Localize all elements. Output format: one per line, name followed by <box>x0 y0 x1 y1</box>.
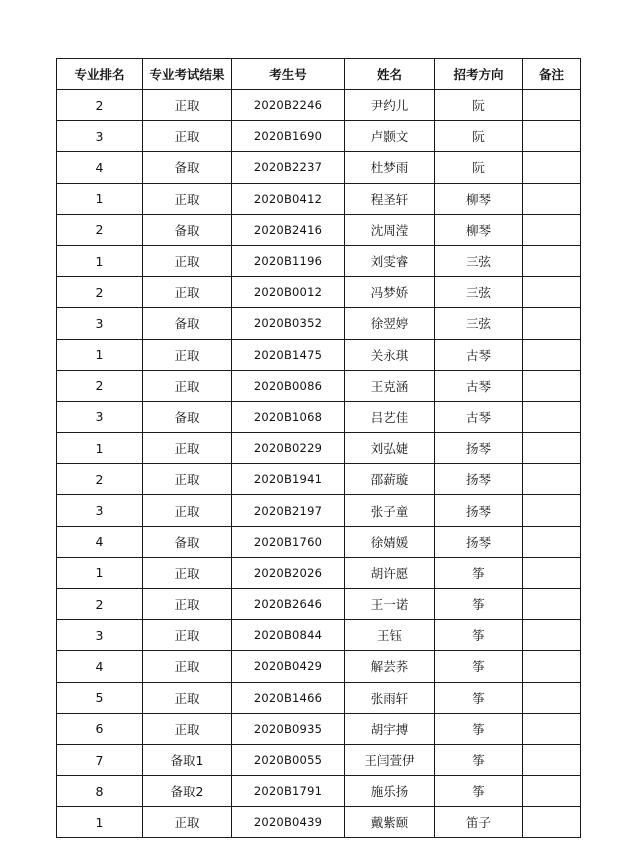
cell-exam-id: 2020B1068 <box>232 401 345 432</box>
cell-result: 正取 <box>143 183 232 214</box>
cell-result: 正取 <box>143 121 232 152</box>
table-row <box>57 589 581 620</box>
cell-notes <box>523 589 581 620</box>
cell-direction: 筝 <box>435 682 523 713</box>
cell-name: 关永琪 <box>345 339 435 370</box>
cell-result: 正取 <box>143 495 232 526</box>
cell-notes <box>523 682 581 713</box>
cell-exam-id: 2020B0055 <box>232 744 345 775</box>
cell-result: 正取 <box>143 433 232 464</box>
cell-rank: 1 <box>57 807 143 838</box>
cell-result: 备取2 <box>143 776 232 807</box>
cell-notes <box>523 620 581 651</box>
header-notes: 备注 <box>523 59 581 90</box>
cell-result: 正取 <box>143 682 232 713</box>
cell-rank: 3 <box>57 495 143 526</box>
cell-direction: 筝 <box>435 776 523 807</box>
cell-name: 尹约儿 <box>345 90 435 121</box>
cell-direction: 筝 <box>435 589 523 620</box>
cell-direction: 筝 <box>435 620 523 651</box>
cell-exam-id: 2020B2246 <box>232 90 345 121</box>
cell-notes <box>523 339 581 370</box>
admission-results-table <box>56 58 581 838</box>
table-row <box>57 339 581 370</box>
cell-result: 备取 <box>143 152 232 183</box>
cell-exam-id: 2020B2026 <box>232 557 345 588</box>
cell-rank: 2 <box>57 90 143 121</box>
table-row <box>57 245 581 276</box>
cell-exam-id: 2020B2416 <box>232 214 345 245</box>
cell-notes <box>523 495 581 526</box>
cell-direction: 扬琴 <box>435 433 523 464</box>
cell-direction: 阮 <box>435 121 523 152</box>
cell-direction: 扬琴 <box>435 526 523 557</box>
cell-name: 邵薪璇 <box>345 464 435 495</box>
cell-notes <box>523 121 581 152</box>
cell-notes <box>523 464 581 495</box>
table-row <box>57 370 581 401</box>
cell-name: 吕艺佳 <box>345 401 435 432</box>
cell-direction: 阮 <box>435 90 523 121</box>
cell-rank: 2 <box>57 589 143 620</box>
cell-rank: 3 <box>57 308 143 339</box>
cell-name: 徐翌婷 <box>345 308 435 339</box>
cell-notes <box>523 183 581 214</box>
cell-exam-id: 2020B1466 <box>232 682 345 713</box>
cell-notes <box>523 776 581 807</box>
cell-notes <box>523 433 581 464</box>
cell-direction: 笛子 <box>435 807 523 838</box>
cell-exam-id: 2020B1690 <box>232 121 345 152</box>
results-sheet <box>56 58 580 838</box>
cell-rank: 2 <box>57 214 143 245</box>
cell-rank: 7 <box>57 744 143 775</box>
table-row <box>57 433 581 464</box>
cell-notes <box>523 152 581 183</box>
cell-result: 备取 <box>143 401 232 432</box>
cell-rank: 1 <box>57 245 143 276</box>
cell-exam-id: 2020B0229 <box>232 433 345 464</box>
table-body <box>57 90 581 838</box>
cell-name: 王闫萱伊 <box>345 744 435 775</box>
cell-notes <box>523 744 581 775</box>
cell-name: 施乐扬 <box>345 776 435 807</box>
cell-direction: 古琴 <box>435 370 523 401</box>
cell-exam-id: 2020B1791 <box>232 776 345 807</box>
cell-result: 正取 <box>143 339 232 370</box>
table-row <box>57 495 581 526</box>
cell-notes <box>523 713 581 744</box>
cell-rank: 1 <box>57 183 143 214</box>
table-row <box>57 557 581 588</box>
cell-exam-id: 2020B0352 <box>232 308 345 339</box>
cell-result: 正取 <box>143 277 232 308</box>
cell-result: 正取 <box>143 807 232 838</box>
cell-result: 正取 <box>143 620 232 651</box>
cell-result: 正取 <box>143 464 232 495</box>
cell-exam-id: 2020B1760 <box>232 526 345 557</box>
cell-notes <box>523 90 581 121</box>
table-header-row <box>57 59 581 90</box>
cell-rank: 4 <box>57 526 143 557</box>
header-rank: 专业排名 <box>57 59 143 90</box>
cell-rank: 5 <box>57 682 143 713</box>
cell-direction: 古琴 <box>435 339 523 370</box>
cell-name: 张雨轩 <box>345 682 435 713</box>
cell-exam-id: 2020B0935 <box>232 713 345 744</box>
header-exam-id: 考生号 <box>232 59 345 90</box>
cell-direction: 筝 <box>435 557 523 588</box>
header-direction: 招考方向 <box>435 59 523 90</box>
cell-rank: 1 <box>57 557 143 588</box>
table-row <box>57 620 581 651</box>
cell-result: 正取 <box>143 651 232 682</box>
cell-notes <box>523 401 581 432</box>
cell-rank: 2 <box>57 277 143 308</box>
cell-direction: 三弦 <box>435 277 523 308</box>
cell-result: 正取 <box>143 713 232 744</box>
cell-rank: 8 <box>57 776 143 807</box>
cell-exam-id: 2020B0412 <box>232 183 345 214</box>
table-row <box>57 90 581 121</box>
cell-rank: 4 <box>57 152 143 183</box>
cell-name: 胡宇搏 <box>345 713 435 744</box>
header-result: 专业考试结果 <box>143 59 232 90</box>
cell-direction: 筝 <box>435 744 523 775</box>
cell-rank: 1 <box>57 339 143 370</box>
cell-name: 王一诺 <box>345 589 435 620</box>
cell-name: 卢颢文 <box>345 121 435 152</box>
cell-notes <box>523 308 581 339</box>
cell-name: 解芸荞 <box>345 651 435 682</box>
cell-notes <box>523 277 581 308</box>
cell-rank: 3 <box>57 620 143 651</box>
cell-name: 刘雯睿 <box>345 245 435 276</box>
cell-exam-id: 2020B2646 <box>232 589 345 620</box>
cell-notes <box>523 651 581 682</box>
cell-exam-id: 2020B1196 <box>232 245 345 276</box>
cell-notes <box>523 807 581 838</box>
table-row <box>57 121 581 152</box>
cell-name: 徐婧媛 <box>345 526 435 557</box>
table-row <box>57 308 581 339</box>
cell-exam-id: 2020B1941 <box>232 464 345 495</box>
cell-direction: 柳琴 <box>435 183 523 214</box>
table-row <box>57 682 581 713</box>
cell-result: 正取 <box>143 557 232 588</box>
cell-name: 沈周滢 <box>345 214 435 245</box>
cell-direction: 筝 <box>435 713 523 744</box>
cell-direction: 三弦 <box>435 245 523 276</box>
cell-direction: 阮 <box>435 152 523 183</box>
cell-rank: 3 <box>57 121 143 152</box>
table-row <box>57 152 581 183</box>
cell-exam-id: 2020B0439 <box>232 807 345 838</box>
cell-notes <box>523 245 581 276</box>
cell-direction: 古琴 <box>435 401 523 432</box>
cell-notes <box>523 557 581 588</box>
cell-result: 备取1 <box>143 744 232 775</box>
table-row <box>57 183 581 214</box>
cell-direction: 扬琴 <box>435 464 523 495</box>
cell-result: 正取 <box>143 90 232 121</box>
table-row <box>57 401 581 432</box>
cell-result: 正取 <box>143 370 232 401</box>
cell-result: 正取 <box>143 245 232 276</box>
cell-notes <box>523 214 581 245</box>
cell-name: 王钰 <box>345 620 435 651</box>
cell-exam-id: 2020B0429 <box>232 651 345 682</box>
cell-notes <box>523 370 581 401</box>
cell-result: 备取 <box>143 526 232 557</box>
table-row <box>57 214 581 245</box>
cell-name: 冯梦娇 <box>345 277 435 308</box>
table-row <box>57 651 581 682</box>
cell-direction: 柳琴 <box>435 214 523 245</box>
cell-exam-id: 2020B0844 <box>232 620 345 651</box>
cell-result: 备取 <box>143 308 232 339</box>
cell-rank: 2 <box>57 370 143 401</box>
table-row <box>57 713 581 744</box>
cell-notes <box>523 526 581 557</box>
cell-rank: 1 <box>57 433 143 464</box>
cell-exam-id: 2020B1475 <box>232 339 345 370</box>
cell-result: 备取 <box>143 214 232 245</box>
cell-rank: 4 <box>57 651 143 682</box>
cell-exam-id: 2020B0012 <box>232 277 345 308</box>
cell-exam-id: 2020B0086 <box>232 370 345 401</box>
cell-name: 刘弘婕 <box>345 433 435 464</box>
header-name: 姓名 <box>345 59 435 90</box>
cell-exam-id: 2020B2237 <box>232 152 345 183</box>
cell-direction: 扬琴 <box>435 495 523 526</box>
cell-exam-id: 2020B2197 <box>232 495 345 526</box>
cell-name: 张子童 <box>345 495 435 526</box>
cell-rank: 6 <box>57 713 143 744</box>
cell-name: 戴紫颐 <box>345 807 435 838</box>
cell-result: 正取 <box>143 589 232 620</box>
cell-name: 程圣轩 <box>345 183 435 214</box>
cell-direction: 筝 <box>435 651 523 682</box>
table-row <box>57 277 581 308</box>
cell-name: 胡许愿 <box>345 557 435 588</box>
cell-direction: 三弦 <box>435 308 523 339</box>
cell-rank: 3 <box>57 401 143 432</box>
cell-rank: 2 <box>57 464 143 495</box>
cell-name: 杜梦雨 <box>345 152 435 183</box>
table-row <box>57 776 581 807</box>
table-row <box>57 807 581 838</box>
cell-name: 王克涵 <box>345 370 435 401</box>
table-row <box>57 526 581 557</box>
table-row <box>57 464 581 495</box>
table-row <box>57 744 581 775</box>
